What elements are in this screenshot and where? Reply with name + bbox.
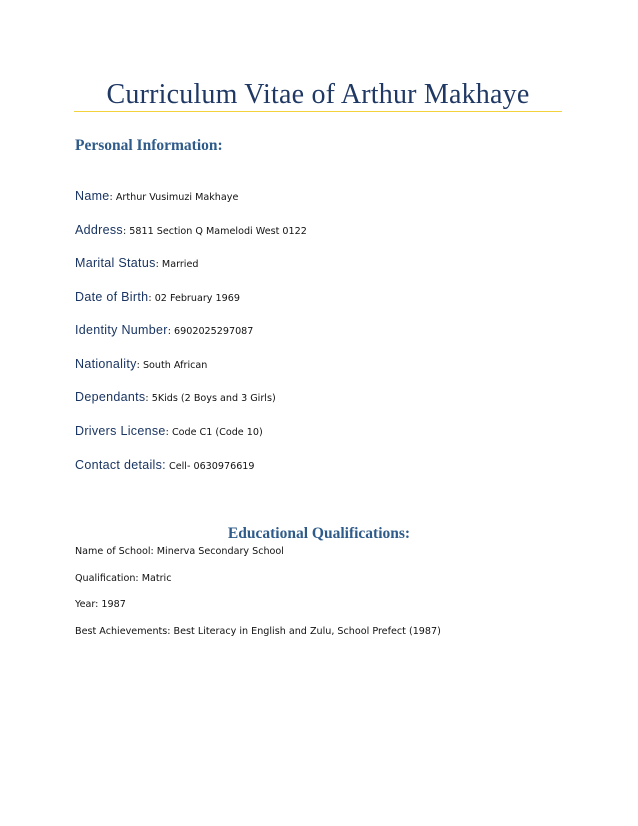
document-title: Curriculum Vitae of Arthur Makhaye <box>106 79 530 110</box>
field-identity-number-value: 6902025297087 <box>174 326 254 337</box>
field-date-of-birth-value: 02 February 1969 <box>154 293 240 304</box>
field-identity-number <box>75 321 253 341</box>
field-address-value: 5811 Section Q Mamelodi West 0122 <box>129 226 307 237</box>
field-contact-details-label: Contact details: <box>75 458 166 472</box>
field-drivers-license-label: Drivers License <box>75 424 166 438</box>
educational-qualifications-heading: Educational Qualifications: <box>227 525 411 542</box>
edu-qualification: Qualification: Matric <box>75 573 172 584</box>
field-drivers-license <box>75 422 263 442</box>
field-marital-status <box>75 254 198 274</box>
field-dependants-value: 5Kids (2 Boys and 3 Girls) <box>151 393 276 404</box>
field-nationality <box>75 355 207 375</box>
field-nationality-label: Nationality <box>75 357 137 371</box>
personal-information-heading: Personal Information: <box>75 137 223 154</box>
field-name-label: Name <box>75 189 110 203</box>
field-name-value: Arthur Vusimuzi Makhaye <box>115 192 239 203</box>
field-contact-details <box>75 456 255 476</box>
edu-school-name: Name of School: Minerva Secondary School <box>75 546 284 557</box>
field-nationality-value: South African <box>142 360 208 371</box>
field-nationality-separator: : <box>136 360 143 371</box>
edu-best-achievements: Best Achievements: Best Literacy in English and Zulu, School Prefect (1987) <box>75 626 441 637</box>
field-address-separator: : <box>122 226 130 237</box>
field-drivers-license-separator: : <box>165 427 172 438</box>
field-contact-details-value: Cell- 0630976619 <box>169 461 255 472</box>
edu-year: Year: 1987 <box>75 599 126 610</box>
field-date-of-birth-label: Date of Birth <box>75 290 149 304</box>
field-identity-number-label: Identity Number <box>75 323 168 337</box>
field-name <box>75 187 238 207</box>
field-date-of-birth-separator: : <box>148 293 155 304</box>
field-marital-status-separator: : <box>155 259 162 270</box>
field-identity-number-separator: : <box>167 326 175 337</box>
field-name-separator: : <box>109 192 116 203</box>
field-marital-status-label: Marital Status <box>75 256 156 270</box>
field-dependants <box>75 388 276 408</box>
field-address-label: Address <box>75 223 123 237</box>
field-date-of-birth <box>75 288 240 308</box>
field-drivers-license-value: Code C1 (Code 10) <box>171 427 263 438</box>
title-underline <box>74 111 562 112</box>
field-marital-status-value: Married <box>161 259 199 270</box>
field-dependants-separator: : <box>145 393 152 404</box>
field-address <box>75 221 307 241</box>
field-dependants-label: Dependants <box>75 390 146 404</box>
